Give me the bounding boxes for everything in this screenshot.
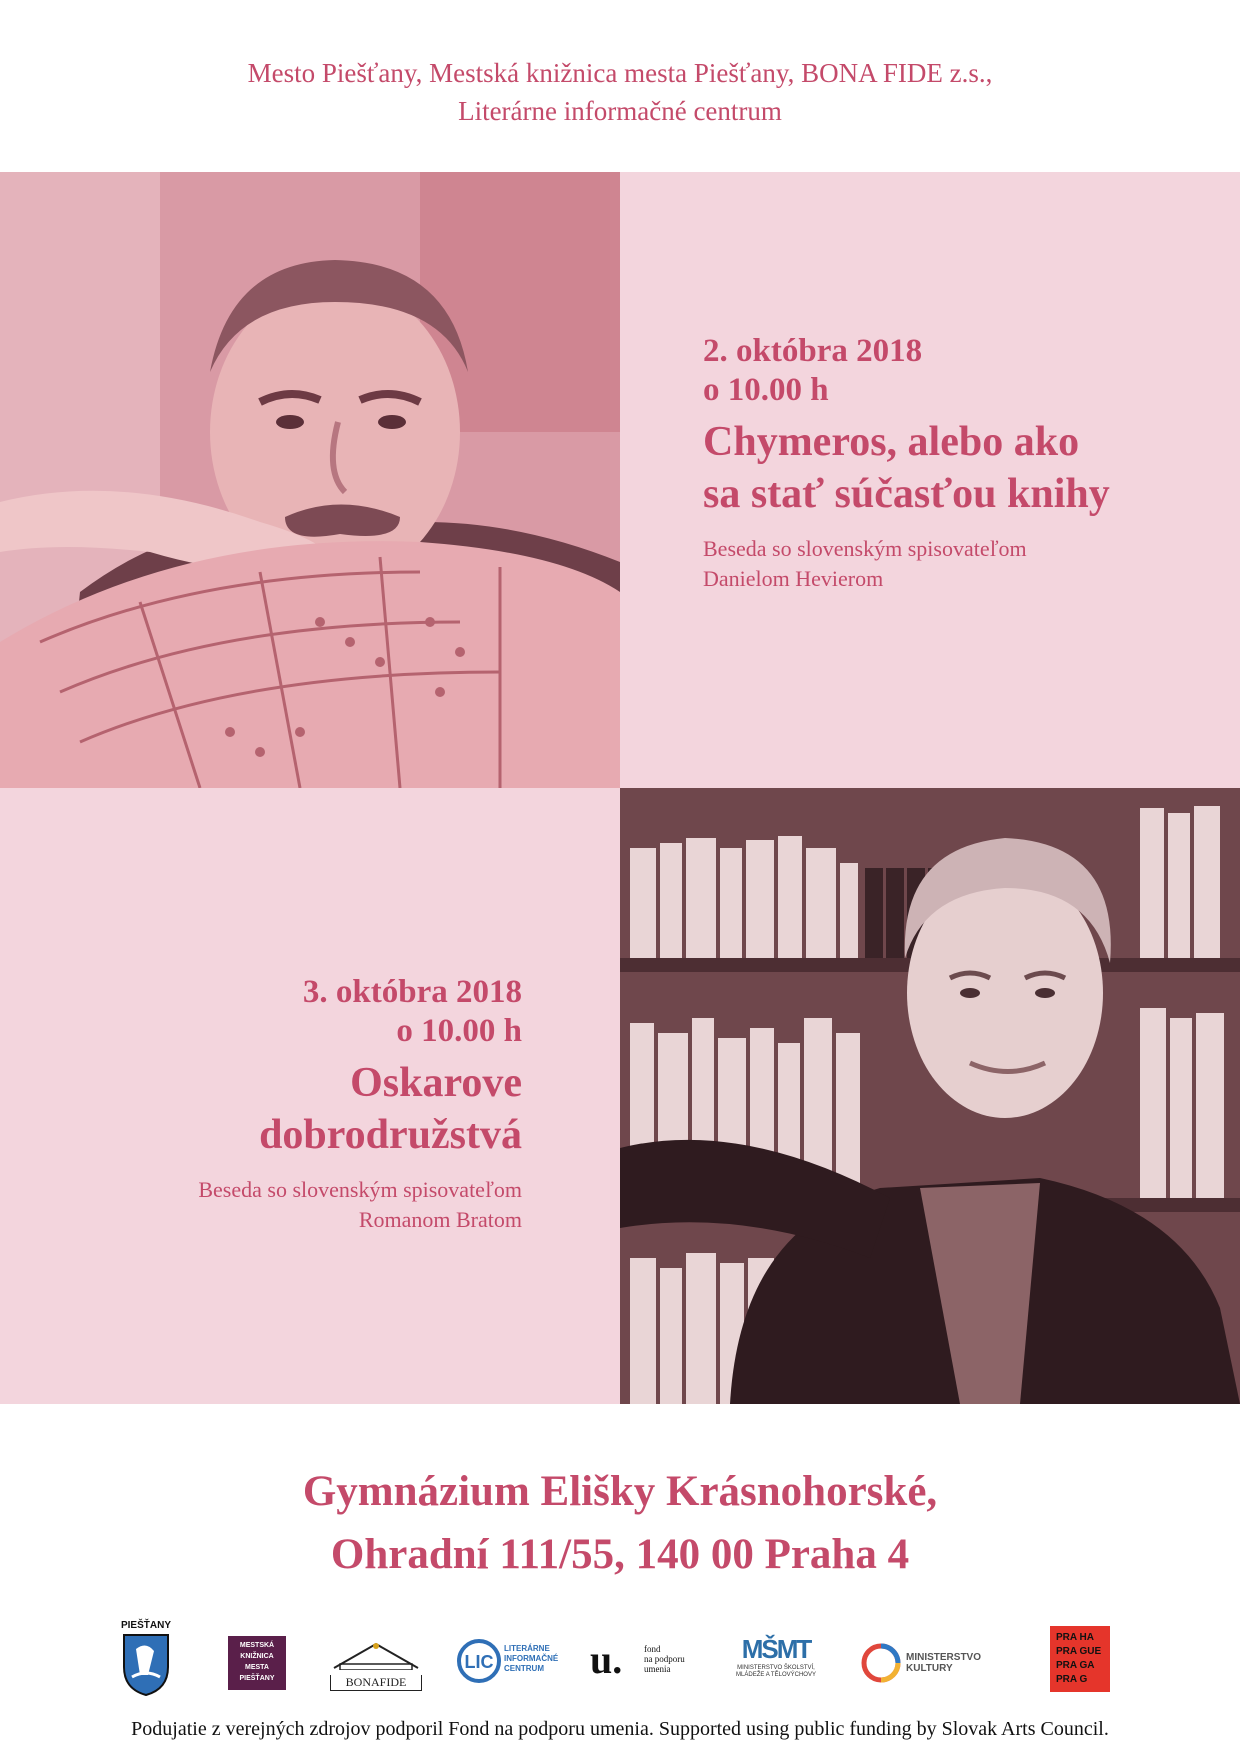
event-2-title [198, 1057, 522, 1161]
event-1-title-line-1: Chymeros, alebo ako [703, 419, 1080, 465]
praha-logo [1050, 1626, 1110, 1692]
event-panel-1 [620, 172, 1240, 788]
event-1-desc-line-2: Danielom Hevierom [703, 566, 884, 591]
fond-label [644, 1644, 685, 1674]
event-2-time: o 10.00 h [396, 1013, 522, 1049]
organizers-line-2: Literárne informačné centrum [458, 96, 782, 126]
lic-line-2: INFORMAČNÉ [504, 1654, 559, 1663]
kultury-line-1: MINISTERSTVO [906, 1652, 982, 1663]
kniznica-line-2: KNIŽNICA [240, 1653, 274, 1660]
bonafide-label: BONAFIDE [330, 1675, 422, 1691]
event-1-time: o 10.00 h [703, 372, 829, 408]
event-1-description [703, 534, 1110, 594]
event-2-desc-line-1: Beseda so slovenským spisovateľom [198, 1177, 522, 1202]
msmt-line-2: MLÁDEŽE A TĚLOVÝCHOVY [736, 1672, 816, 1678]
lic-label [504, 1644, 558, 1674]
fond-line-1: fond [644, 1644, 661, 1654]
msmt-line-1: MINISTERSTVO ŠKOLSTVÍ, [737, 1665, 815, 1671]
funding-footer: Podujatie z verejných zdrojov podporil Fond na podporu umenia. Supported using public funding by Slovak Arts Council. [131, 1718, 1109, 1740]
piestany-label: PIEŠŤANY [120, 1620, 171, 1631]
kultury-circle-icon [860, 1642, 902, 1684]
praha-line-3: PRA GA [1056, 1660, 1095, 1671]
piestany-crest-logo [118, 1620, 174, 1700]
mestska-kniznica-logo [228, 1636, 286, 1690]
organizers-header [0, 54, 1240, 130]
event-1-desc-line-1: Beseda so slovenským spisovateľom [703, 536, 1027, 561]
kniznica-line-1: MESTSKÁ [239, 1642, 275, 1649]
author-photo-brat [620, 788, 1240, 1404]
event-2-title-line-1: Oskarove [350, 1060, 522, 1106]
organizers-line-1: Mesto Piešťany, Mestská knižnica mesta Piešťany, BONA FIDE z.s., [247, 58, 993, 88]
venue-line-2: Ohradní 111/55, 140 00 Praha 4 [330, 1531, 910, 1578]
fond-line-2: na podporu [644, 1654, 685, 1664]
author-photo-hevier [0, 172, 620, 788]
praha-line-2: PRA GUE [1056, 1646, 1102, 1657]
kniznica-line-3: MESTA [245, 1664, 269, 1671]
venue-address [0, 1460, 1240, 1586]
msmt-logo [728, 1634, 824, 1690]
ministerstvo-kultury-logo [860, 1642, 1000, 1686]
praha-line-4: PRA G [1056, 1674, 1088, 1685]
event-2-title-line-2: dobrodružstvá [259, 1112, 522, 1158]
fond-u-icon: u. [590, 1637, 623, 1682]
lic-line-1: LITERÁRNE [504, 1644, 550, 1653]
venue-line-1: Gymnázium Elišky Krásnohorské, [302, 1468, 938, 1515]
event-panel-2 [0, 788, 620, 1404]
event-2-desc-line-2: Romanom Bratom [358, 1207, 522, 1232]
msmt-label [728, 1665, 824, 1679]
fond-line-3: umenia [644, 1664, 671, 1674]
kultury-line-2: KULTURY [906, 1663, 953, 1674]
event-1-title-line-2: sa stať súčasťou knihy [703, 471, 1110, 517]
event-1-date: 2. októbra 2018 [703, 333, 923, 369]
kultury-label [906, 1652, 981, 1674]
msmt-mark-icon: MŠMT [741, 1634, 811, 1664]
event-1-title [703, 416, 1110, 520]
bonafide-logo [330, 1640, 422, 1692]
sponsor-logos [0, 1618, 1240, 1718]
lic-logo [456, 1638, 566, 1688]
praha-line-1: PRA HA [1056, 1632, 1094, 1643]
event-2-date: 3. októbra 2018 [302, 974, 522, 1010]
fond-na-podporu-umenia-logo [590, 1637, 700, 1686]
lic-line-3: CENTRUM [504, 1664, 544, 1673]
kniznica-line-4: PIEŠŤANY [239, 1675, 275, 1682]
event-2-description [198, 1175, 522, 1235]
svg-text:LIC: LIC [464, 1652, 494, 1672]
